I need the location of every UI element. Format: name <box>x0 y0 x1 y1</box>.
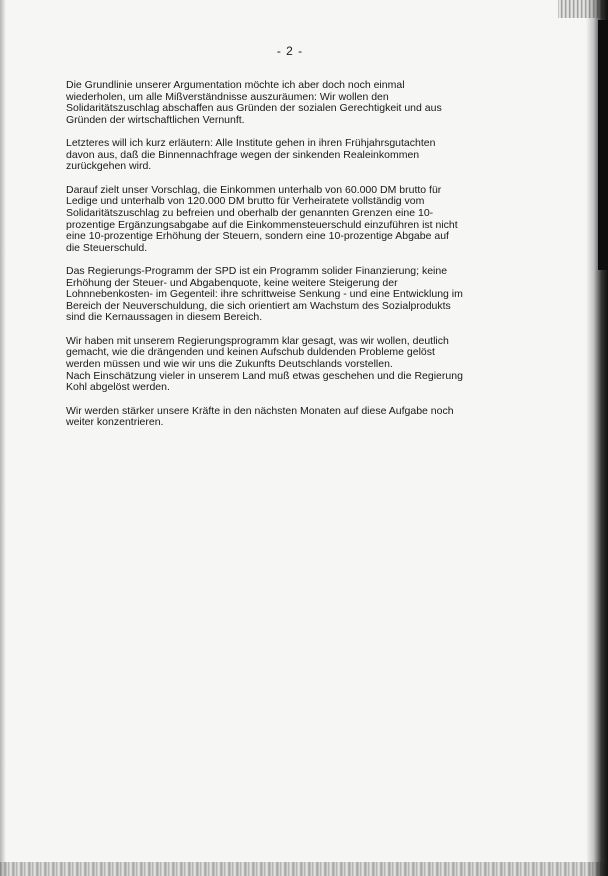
text-line: Die Grundlinie unserer Argumentation möchte ich aber doch noch einmal <box>66 79 405 91</box>
scan-shadow-left <box>0 0 6 876</box>
text-line: davon aus, daß die Binnennachfrage wegen der sinkenden Realeinkommen <box>66 148 420 161</box>
text-line: die Steuerschuld. <box>66 241 148 254</box>
page-number: - 2 - <box>276 44 304 58</box>
text-line: Solidaritätszuschlag zu befreien und oberhalb der genannten Grenzen eine 10- <box>66 206 434 219</box>
paragraph <box>66 336 516 394</box>
text-line: zurückgehen wird. <box>66 160 152 173</box>
text-line: sind die Kernaussagen in diesem Bereich. <box>66 311 263 324</box>
paragraph <box>66 266 516 324</box>
text-line: Bereich der Neuverschuldung, die sich orientiert am Wachstum des Sozialprodukts <box>66 299 451 312</box>
text-line: werden müssen und wie wir uns die Zukunfts Deutschlands vorstellen. <box>66 358 393 371</box>
paragraph <box>66 80 516 126</box>
document-body <box>66 80 516 441</box>
scan-artifact-bottom <box>0 862 608 876</box>
text-line: Erhöhung der Steuer- und Abgabenquote, keine weitere Steigerung der <box>66 276 398 289</box>
text-line: Letzteres will ich kurz erläutern: Alle Institute gehen in ihren Frühjahrsgutachten <box>66 137 436 150</box>
text-line: Kohl abgelöst werden. <box>66 381 170 394</box>
paragraph <box>66 138 516 173</box>
paragraph <box>66 406 516 429</box>
text-line: weiter konzentrieren. <box>66 416 164 429</box>
text-line: Lohnnebenkosten- im Gegenteil: ihre schrittweise Senkung - und eine Entwicklung im <box>66 288 463 301</box>
text-line: Nach Einschätzung vieler in unserem Land muß etwas geschehen und die Regierung <box>66 369 463 382</box>
text-line: eine 10-prozentige Erhöhung der Steuern, sondern eine 10-prozentige Abgabe auf <box>66 230 449 243</box>
text-line: Wir werden stärker unsere Kräfte in den nächsten Monaten auf diese Aufgabe noch <box>66 404 454 417</box>
text-line: Ledige und unterhalb von 120.000 DM brutto für Verheiratete vollständig vom <box>66 195 425 208</box>
text-line: Wir haben mit unserem Regierungsprogramm klar gesagt, was wir wollen, deutlich <box>66 334 449 347</box>
paragraph <box>66 185 516 255</box>
text-line: Das Regierungs-Programm der SPD ist ein Programm solider Finanzierung; keine <box>66 265 448 278</box>
text-line: Darauf zielt unser Vorschlag, die Einkommen unterhalb von 60.000 DM brutto für <box>66 183 442 196</box>
text-line: gemacht, wie die drängenden und keinen Aufschub duldenden Probleme gelöst <box>66 346 435 359</box>
text-line: wiederholen, um alle Mißverständnisse auszuräumen: Wir wollen den <box>66 90 389 103</box>
text-line: Solidaritätszuschlag abschaffen aus Gründen der sozialen Gerechtigkeit und aus <box>66 102 442 115</box>
text-line: prozentige Ergänzungsabgabe auf die Einkommensteuerschuld einzuführen ist nicht <box>66 218 458 231</box>
scan-shadow-right-dark <box>598 20 608 270</box>
scan-artifact-corner <box>558 0 608 18</box>
text-line: Gründen der wirtschaftlichen Vernunft. <box>66 113 245 126</box>
